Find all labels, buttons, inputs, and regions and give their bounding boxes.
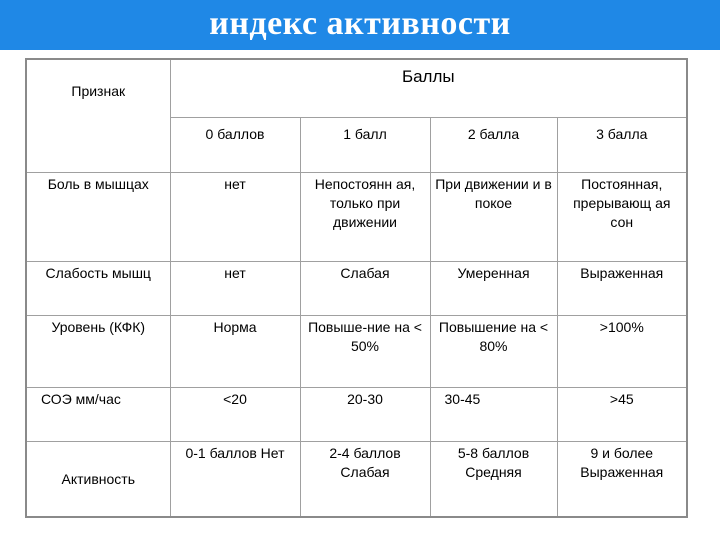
table-cell: >100% <box>557 315 687 387</box>
table-cell: <20 <box>170 387 300 441</box>
table-cell: Умеренная <box>430 261 557 315</box>
table-cell: 9 и более Выраженная <box>557 441 687 517</box>
row-label: Боль в мышцах <box>26 172 170 261</box>
table-cell: 0-1 баллов Нет <box>170 441 300 517</box>
table-row <box>26 387 687 441</box>
table-row <box>26 441 687 517</box>
row-label: Слабость мышц <box>26 261 170 315</box>
column-header: 2 балла <box>430 117 557 172</box>
table-row <box>26 172 687 261</box>
slide-title: индекс активности <box>209 5 511 42</box>
activity-index-table <box>25 58 688 518</box>
table-cell: Слабая <box>300 261 430 315</box>
table-cell: 5-8 баллов Средняя <box>430 441 557 517</box>
table-cell: 30-45 <box>430 387 557 441</box>
row-label: Уровень (КФК) <box>26 315 170 387</box>
column-header: 0 баллов <box>170 117 300 172</box>
table-cell: Выраженная <box>557 261 687 315</box>
table-cell: Непостоянн ая, только при движении <box>300 172 430 261</box>
row-label: Активность <box>26 441 170 517</box>
table-cell: Норма <box>170 315 300 387</box>
table-cell: нет <box>170 261 300 315</box>
column-header: 3 балла <box>557 117 687 172</box>
title-bar <box>0 0 720 50</box>
table-row <box>26 261 687 315</box>
column-header: 1 балл <box>300 117 430 172</box>
table-cell: Повышение на < 80% <box>430 315 557 387</box>
header-criterion: Признак <box>26 59 170 172</box>
table-cell: >45 <box>557 387 687 441</box>
header-points: Баллы <box>170 59 687 117</box>
table-cell: Повыше-ние на < 50% <box>300 315 430 387</box>
table-cell: Постоянная, прерывающ ая сон <box>557 172 687 261</box>
table-cell: нет <box>170 172 300 261</box>
table-cell: 2-4 баллов Слабая <box>300 441 430 517</box>
table-cell: 20-30 <box>300 387 430 441</box>
table-header-row <box>26 59 687 117</box>
table-cell: При движении и в покое <box>430 172 557 261</box>
row-label: СОЭ мм/час <box>26 387 170 441</box>
table-row <box>26 315 687 387</box>
